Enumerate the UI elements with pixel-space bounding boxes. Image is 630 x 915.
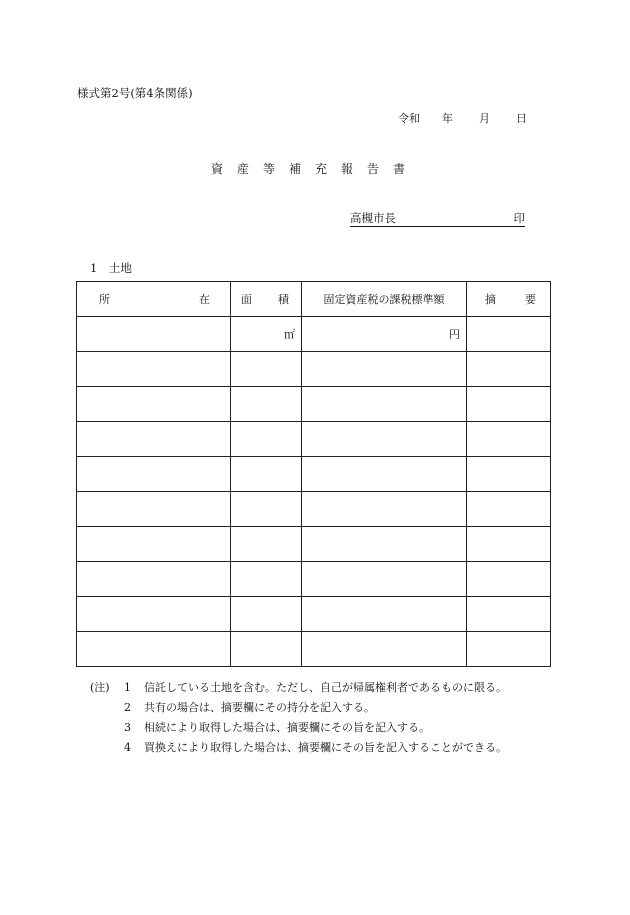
cell-assessed-value[interactable] (302, 352, 467, 387)
table-row (77, 562, 551, 597)
note-text: 買換えにより取得した場合は、摘要欄にその旨を記入することができる。 (144, 741, 507, 754)
cell-location[interactable] (77, 562, 231, 597)
land-table (76, 281, 551, 667)
table-row (77, 632, 551, 667)
note-text: 相続により取得した場合は、摘要欄にその旨を記入する。 (144, 721, 430, 734)
notes-section (90, 678, 507, 758)
note-number: 3 (124, 721, 131, 734)
table-row (77, 527, 551, 562)
cell-location[interactable] (77, 527, 231, 562)
cell-remarks[interactable] (467, 422, 551, 457)
area-unit: ㎡ (284, 328, 295, 341)
date-era: 令和 (398, 112, 420, 125)
cell-location[interactable] (77, 492, 231, 527)
cell-remarks[interactable] (467, 457, 551, 492)
date-day: 日 (516, 112, 527, 125)
note-text: 信託している土地を含む。ただし、自己が帰属権利者であるものに限る。 (144, 681, 507, 694)
cell-location[interactable] (77, 422, 231, 457)
note-item (90, 678, 507, 698)
seal-mark: 印 (513, 211, 525, 225)
note-number: 1 (124, 681, 131, 694)
form-number: 様式第2号(第4条関係) (77, 86, 193, 100)
cell-location[interactable] (77, 457, 231, 492)
header-assessed-value: 固定資産税の課税標準額 (302, 282, 467, 317)
cell-area[interactable] (231, 632, 302, 667)
cell-assessed-value[interactable] (302, 387, 467, 422)
cell-location[interactable] (77, 632, 231, 667)
notes-lead: (注) (90, 681, 110, 694)
addressee-line (350, 210, 525, 227)
header-area-left: 面 (241, 293, 252, 306)
value-unit: 円 (449, 328, 460, 341)
note-number: 2 (124, 701, 131, 714)
cell-area[interactable] (231, 562, 302, 597)
cell-assessed-value[interactable] (302, 562, 467, 597)
header-location (77, 282, 231, 317)
cell-remarks[interactable] (467, 527, 551, 562)
header-remarks-right: 要 (525, 293, 536, 306)
cell-assessed-value[interactable] (302, 597, 467, 632)
section-title: 1 土地 (90, 261, 132, 275)
table-row (77, 387, 551, 422)
date-line (398, 110, 527, 126)
note-item (90, 738, 507, 758)
cell-assessed-value[interactable] (302, 317, 467, 352)
table-header-row (77, 282, 551, 317)
cell-remarks[interactable] (467, 562, 551, 597)
cell-area[interactable] (231, 317, 302, 352)
date-year: 年 (442, 112, 453, 125)
cell-remarks[interactable] (467, 632, 551, 667)
header-remarks (467, 282, 551, 317)
cell-area[interactable] (231, 597, 302, 632)
cell-assessed-value[interactable] (302, 632, 467, 667)
cell-area[interactable] (231, 352, 302, 387)
note-text: 共有の場合は、摘要欄にその持分を記入する。 (144, 701, 375, 714)
note-lead-spacer (90, 738, 124, 758)
cell-area[interactable] (231, 457, 302, 492)
note-lead-spacer (90, 698, 124, 718)
note-item (90, 698, 507, 718)
header-location-right: 在 (199, 293, 210, 306)
note-number: 4 (124, 741, 131, 754)
cell-remarks[interactable] (467, 317, 551, 352)
table-row (77, 492, 551, 527)
date-month: 月 (479, 112, 490, 125)
cell-assessed-value[interactable] (302, 492, 467, 527)
cell-location[interactable] (77, 387, 231, 422)
cell-area[interactable] (231, 492, 302, 527)
header-area-right: 積 (278, 293, 289, 306)
cell-remarks[interactable] (467, 352, 551, 387)
addressee-name: 高槻市長 (350, 211, 396, 225)
table-row (77, 352, 551, 387)
cell-remarks[interactable] (467, 597, 551, 632)
cell-area[interactable] (231, 422, 302, 457)
cell-location[interactable] (77, 352, 231, 387)
table-row (77, 422, 551, 457)
cell-assessed-value[interactable] (302, 527, 467, 562)
header-remarks-left: 摘 (485, 293, 496, 306)
cell-assessed-value[interactable] (302, 422, 467, 457)
cell-remarks[interactable] (467, 492, 551, 527)
table-row (77, 317, 551, 352)
header-area (231, 282, 302, 317)
note-lead-spacer (90, 718, 124, 738)
document-title: 資産等補充報告書 (210, 162, 419, 176)
cell-location[interactable] (77, 597, 231, 632)
cell-remarks[interactable] (467, 387, 551, 422)
cell-assessed-value[interactable] (302, 457, 467, 492)
cell-location[interactable] (77, 317, 231, 352)
table-row (77, 597, 551, 632)
table-row (77, 457, 551, 492)
cell-area[interactable] (231, 527, 302, 562)
header-location-left: 所 (99, 293, 110, 306)
cell-area[interactable] (231, 387, 302, 422)
note-item (90, 718, 507, 738)
